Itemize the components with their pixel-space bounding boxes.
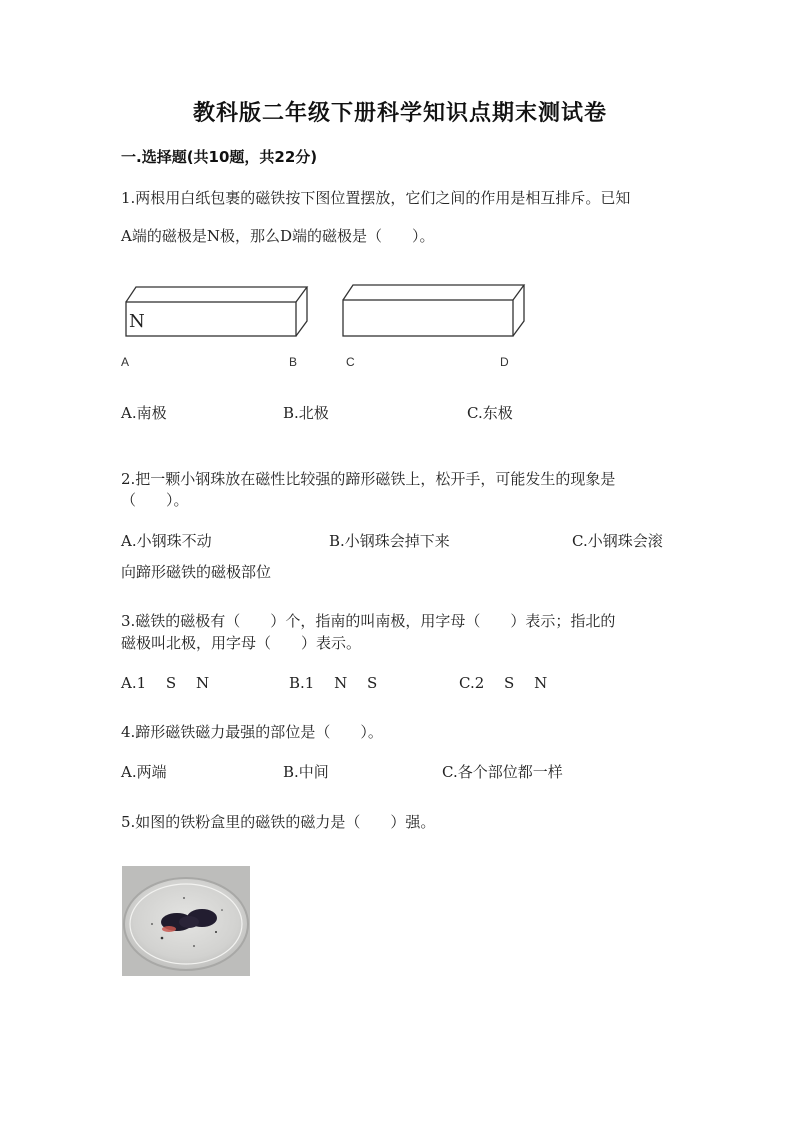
q2-option-c-continued: 向蹄形磁铁的磁极部位 [121, 563, 272, 581]
q3-text-line1: 3.磁铁的磁极有（ ）个，指南的叫南极，用字母（ ）表示；指北的 [121, 612, 616, 630]
q2-text-line1: 2.把一颗小钢珠放在磁性比较强的蹄形磁铁上，松开手，可能发生的现象是 [121, 470, 616, 488]
q3-text-line2: 磁极叫北极，用字母（ ）表示。 [121, 634, 362, 652]
q2-option-c: C.小钢珠会滚 [572, 532, 663, 550]
q2-option-b: B.小钢珠会掉下来 [329, 532, 450, 550]
q1-option-a: A.南极 [121, 404, 167, 422]
q2-option-a: A.小钢珠不动 [121, 532, 212, 550]
q3-option-b: B.1 N S [289, 674, 378, 692]
q4-option-b: B.中间 [283, 763, 329, 781]
q1-magnets-figure [118, 280, 538, 344]
q1-label-a: A [121, 355, 130, 369]
magnet-cd [343, 285, 524, 336]
section-heading: 一.选择题(共10题，共22分) [121, 148, 318, 166]
q3-option-c: C.2 S N [459, 674, 548, 692]
q1-text-line2: A端的磁极是N极，那么D端的磁极是（ ）。 [121, 227, 435, 245]
q1-text-line1: 1.两根用白纸包裹的磁铁按下图位置摆放，它们之间的作用是相互排斥。已知 [121, 189, 631, 207]
q1-label-b: B [289, 355, 298, 369]
q1-magnet-n-mark: N [129, 311, 145, 332]
q4-option-a: A.两端 [121, 763, 167, 781]
q5-text-line1: 5.如图的铁粉盒里的磁铁的磁力是（ ）强。 [121, 813, 436, 831]
q1-label-c: C [346, 355, 355, 369]
page-title: 教科版二年级下册科学知识点期末测试卷 [192, 101, 607, 126]
q3-option-a: A.1 S N [121, 674, 210, 692]
q1-option-b: B.北极 [283, 404, 329, 422]
q1-option-c: C.东极 [467, 404, 513, 422]
magnet-ab [126, 287, 307, 336]
iron-filings-dish-photo [122, 866, 250, 976]
q1-label-d: D [500, 355, 509, 369]
q4-text-line1: 4.蹄形磁铁磁力最强的部位是（ ）。 [121, 723, 383, 741]
q4-option-c: C.各个部位都一样 [442, 763, 563, 781]
q2-text-line2: （ ）。 [121, 491, 189, 509]
